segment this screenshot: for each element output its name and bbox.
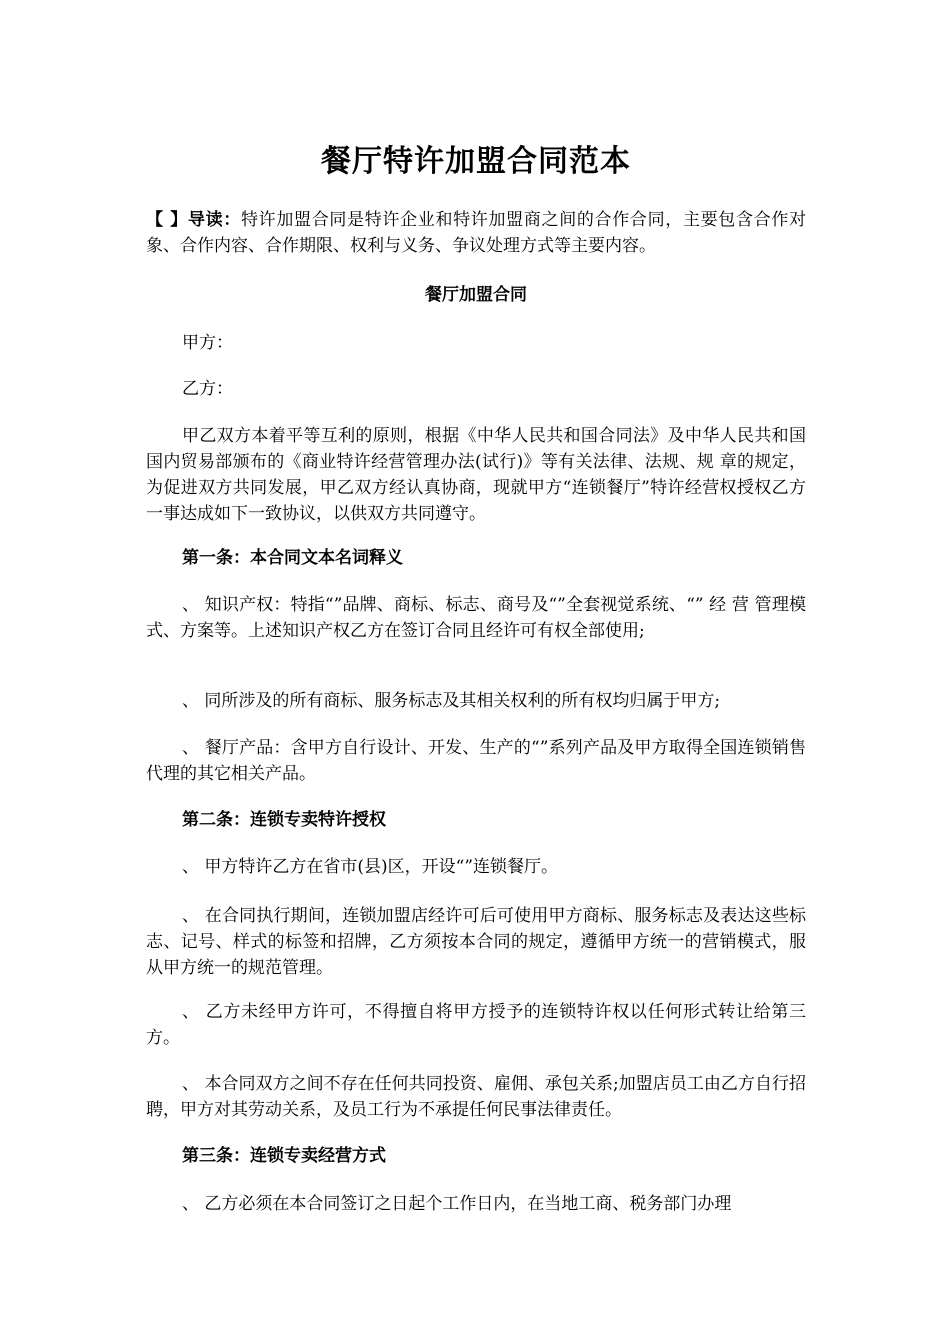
article-1-item-2: 、 同所涉及的所有商标、服务标志及其相关权利的所有权均归属于甲方; [182, 691, 721, 711]
intro-label: 【 】导读： [146, 210, 241, 230]
article-3-heading: 第三条：连锁专卖经营方式 [182, 1146, 386, 1166]
document-page [146, 0, 806, 1344]
article-2-item-2: 、 在合同执行期间，连锁加盟店经许可后可使用甲方商标、服务标志及表达这些标志、记号、样式的标签和招牌，乙方须按本合同的规定，遵循甲方统一的营销模式，服从甲方统一的规范管理。 [146, 906, 806, 978]
article-1-heading: 第一条：本合同文本名词释义 [182, 548, 403, 568]
article-2-item-4: 、 本合同双方之间不存在任何共同投资、雇佣、承包关系;加盟店员工由乙方自行招聘，甲方对其劳动关系，及员工行为不承提任何民事法律责任。 [146, 1074, 806, 1120]
party-a-line: 甲方： [182, 333, 233, 353]
document-title: 餐厅特许加盟合同范本 [321, 144, 631, 179]
article-3-item-1: 、 乙方必须在本合同签订之日起个工作日内，在当地工商、税务部门办理 [182, 1194, 732, 1214]
article-2-item-1: 、 甲方特许乙方在省市(县)区，开设“”连锁餐厅。 [182, 857, 559, 877]
party-b-line: 乙方： [182, 379, 233, 399]
contract-subtitle: 餐厅加盟合同 [425, 285, 527, 305]
article-1-item-3: 、 餐厅产品：含甲方自行设计、开发、生产的“”系列产品及甲方取得全国连锁销售代理的其它相关产品。 [146, 738, 806, 784]
article-2-item-3: 、 乙方未经甲方许可，不得擅自将甲方授予的连锁特许权以任何形式转让给第三方。 [146, 1002, 806, 1048]
intro-paragraph [146, 207, 806, 259]
intro-text: 特许加盟合同是特许企业和特许加盟商之间的合作合同，主要包含合作对象、合作内容、合作期限、权利与义务、争议处理方式等主要内容。 [146, 210, 807, 256]
article-2-heading: 第二条：连锁专卖特许授权 [182, 810, 386, 830]
preamble-paragraph: 甲乙双方本着平等互利的原则，根据《中华人民共和国合同法》及中华人民共和国国内贸易部颁布的《商业特许经营管理办法(试行)》等有关法律、法规、规 章的规定，为促进双方共同发展，甲乙双方经认真协商，现就甲方“连锁餐厅”特许经营权授权乙方一事达成如下一致协议，以供双方共同遵守。 [146, 426, 806, 524]
article-1-item-1: 、 知识产权：特指“”品牌、商标、标志、商号及“”全套视觉系统、“” 经 营 管理模式、方案等。上述知识产权乙方在签订合同且经许可有权全部使用; [146, 595, 806, 641]
